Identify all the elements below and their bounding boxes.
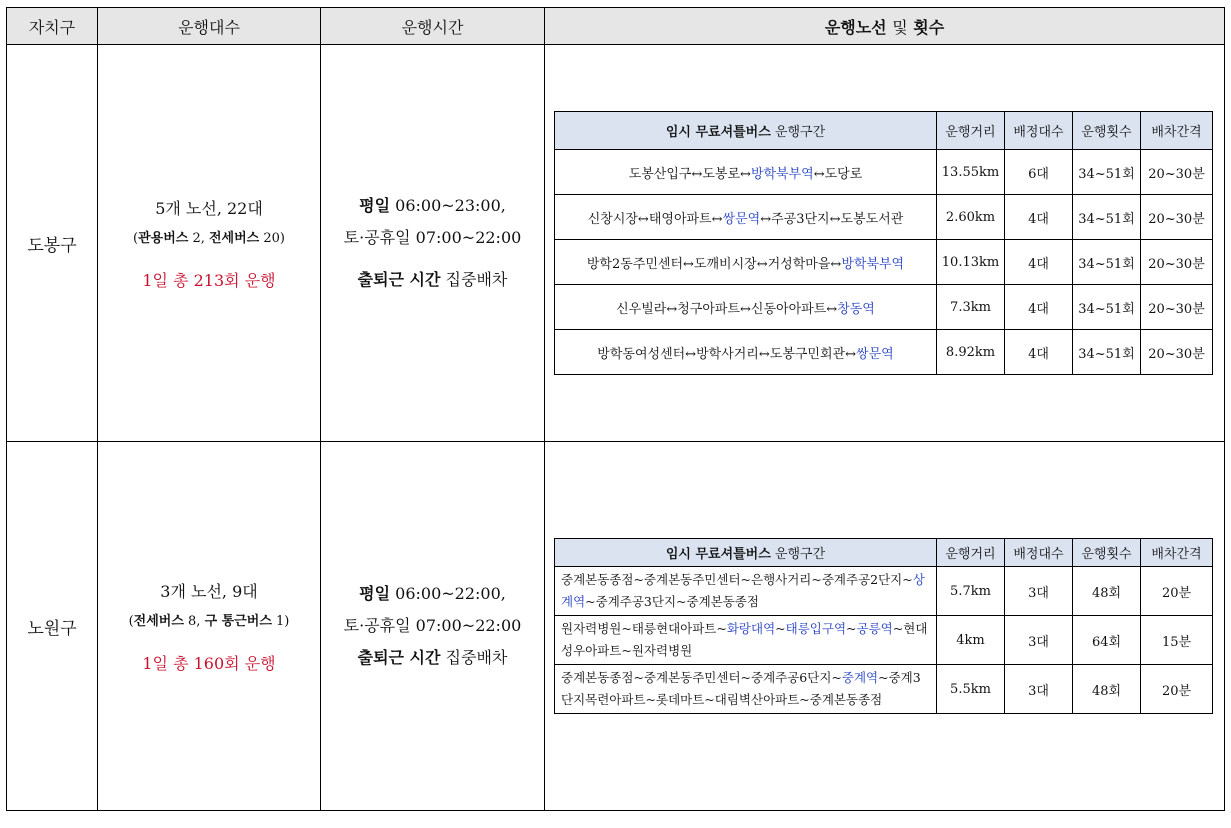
route-table-dobong	[554, 111, 1213, 375]
station-name: 공릉역	[856, 621, 893, 636]
route-row	[555, 285, 1213, 330]
route-segment: ~	[846, 621, 857, 636]
row-nowon	[7, 442, 1225, 811]
route-assigned: 4대	[1005, 330, 1073, 375]
route-row	[555, 240, 1213, 285]
route-segment: 신우빌라↔청구아파트↔신동아아파트↔	[616, 301, 838, 317]
hours-nowon	[321, 442, 545, 811]
buses-detail: (전세버스 8, 구 통근버스 1)	[128, 613, 290, 629]
station-name: 화랑대역	[726, 621, 776, 636]
buses-nowon	[98, 442, 321, 811]
route-segment: ↔주공3단지↔도봉도서관	[760, 211, 904, 227]
route-assigned: 3대	[1005, 616, 1073, 665]
route-trips: 48회	[1073, 665, 1141, 714]
route-trips: 34~51회	[1073, 195, 1141, 240]
route-row	[555, 150, 1213, 195]
weekday-hours: 평일 06:00~23:00,	[359, 196, 506, 215]
route-segment: 중계본동종점~중계본동주민센터~은행사거리~중계주공2단지~	[561, 572, 913, 587]
route-assigned: 4대	[1005, 285, 1073, 330]
route-interval: 20~30분	[1141, 285, 1213, 330]
route-distance: 8.92km	[937, 330, 1005, 375]
buses-line: 5개 노선, 22대	[155, 198, 263, 218]
routes-dobong	[545, 45, 1225, 442]
route-assigned: 6대	[1005, 150, 1073, 195]
district-nowon: 노원구	[7, 442, 98, 811]
route-segment: 신창시장↔태영아파트↔	[587, 211, 723, 227]
shuttle-bus-table	[6, 7, 1225, 811]
route-segment: 중계본동종점~중계본동주민센터~중계주공6단지~	[561, 670, 842, 685]
route-header-row	[555, 112, 1213, 150]
header-row	[7, 8, 1225, 45]
route-segment: 원자력병원~태릉현대아파트~	[561, 621, 727, 636]
route-distance: 5.5km	[937, 665, 1005, 714]
route-table-nowon	[554, 538, 1213, 714]
route-trips: 64회	[1073, 616, 1141, 665]
buses-detail: (관용버스 2, 전세버스 20)	[133, 230, 285, 246]
route-distance: 13.55km	[937, 150, 1005, 195]
route-path	[555, 330, 937, 375]
route-path	[555, 285, 937, 330]
route-interval: 20분	[1141, 567, 1213, 616]
route-row	[555, 567, 1213, 616]
route-distance: 2.60km	[937, 195, 1005, 240]
route-distance: 4km	[937, 616, 1005, 665]
route-segment: 방학2동주민센터↔도깨비시장↔거성학마을↔	[586, 256, 842, 272]
route-segment: ~	[775, 621, 786, 636]
buses-dobong	[98, 45, 321, 442]
route-section-header: 임시 무료셔틀버스 운행구간	[555, 112, 937, 150]
distance-header: 운행거리	[937, 539, 1005, 567]
assigned-header: 배정대수	[1005, 539, 1073, 567]
district-dobong: 도봉구	[7, 45, 98, 442]
routes-nowon	[545, 442, 1225, 811]
route-section-header: 임시 무료셔틀버스 운행구간	[555, 539, 937, 567]
route-interval: 20~30분	[1141, 150, 1213, 195]
route-distance: 7.3km	[937, 285, 1005, 330]
weekend-hours: 토·공휴일 07:00~22:00	[343, 228, 522, 247]
route-interval: 20분	[1141, 665, 1213, 714]
weekday-hours: 평일 06:00~22:00,	[359, 584, 506, 603]
route-segment: 방학동여성센터↔방학사거리↔도봉구민회관↔	[597, 346, 857, 362]
route-interval: 15분	[1141, 616, 1213, 665]
route-distance: 5.7km	[937, 567, 1005, 616]
route-segment: ~중계주공3단지~중계본동종점	[585, 594, 759, 609]
route-path	[555, 616, 937, 665]
interval-header: 배차간격	[1141, 112, 1213, 150]
route-assigned: 3대	[1005, 665, 1073, 714]
rush-hours: 출퇴근 시간 집중배차	[357, 648, 508, 667]
route-interval: 20~30분	[1141, 240, 1213, 285]
trips-header: 운행횟수	[1073, 539, 1141, 567]
trips-header: 운행횟수	[1073, 112, 1141, 150]
station-name: 중계역	[841, 670, 879, 685]
assigned-header: 배정대수	[1005, 112, 1073, 150]
station-name: 창동역	[837, 301, 875, 317]
rush-hours: 출퇴근 시간 집중배차	[357, 270, 508, 289]
header-routes: 운행노선 및 횟수	[545, 8, 1225, 45]
header-district: 자치구	[7, 8, 98, 45]
station-name: 방학북부역	[750, 166, 814, 182]
header-buses: 운행대수	[98, 8, 321, 45]
route-path	[555, 567, 937, 616]
route-row	[555, 665, 1213, 714]
interval-header: 배차간격	[1141, 539, 1213, 567]
daily-total: 1일 총 160회 운행	[142, 653, 276, 673]
route-header-row	[555, 539, 1213, 567]
row-dobong	[7, 45, 1225, 442]
weekend-hours: 토·공휴일 07:00~22:00	[343, 616, 522, 635]
station-name: 태릉입구역	[785, 621, 847, 636]
station-name: 쌍문역	[722, 211, 761, 227]
station-name: 쌍문역	[856, 346, 894, 362]
route-row	[555, 616, 1213, 665]
station-name: 방학북부역	[841, 256, 905, 272]
route-path	[555, 240, 937, 285]
header-hours: 운행시간	[321, 8, 545, 45]
route-path	[555, 195, 937, 240]
route-trips: 34~51회	[1073, 285, 1141, 330]
hours-dobong	[321, 45, 545, 442]
route-trips: 48회	[1073, 567, 1141, 616]
route-interval: 20~30분	[1141, 195, 1213, 240]
route-row	[555, 195, 1213, 240]
distance-header: 운행거리	[937, 112, 1005, 150]
route-path	[555, 665, 937, 714]
route-trips: 34~51회	[1073, 150, 1141, 195]
route-path	[555, 150, 937, 195]
route-assigned: 4대	[1005, 240, 1073, 285]
route-segment: ~중계3단지목련아파트~롯데마트~대림벽산아파트~중계본동종점	[561, 670, 921, 707]
route-interval: 20~30분	[1141, 330, 1213, 375]
buses-line: 3개 노선, 9대	[160, 581, 258, 601]
route-segment: ↔도당로	[813, 166, 863, 182]
route-assigned: 4대	[1005, 195, 1073, 240]
route-assigned: 3대	[1005, 567, 1073, 616]
route-segment: 도봉산입구↔도봉로↔	[628, 166, 751, 182]
route-trips: 34~51회	[1073, 240, 1141, 285]
route-trips: 34~51회	[1073, 330, 1141, 375]
route-row	[555, 330, 1213, 375]
route-distance: 10.13km	[937, 240, 1005, 285]
daily-total: 1일 총 213회 운행	[142, 270, 276, 290]
station-name: 상계역	[561, 572, 925, 609]
route-segment: ~현대성우아파트~원자력병원	[561, 621, 928, 658]
